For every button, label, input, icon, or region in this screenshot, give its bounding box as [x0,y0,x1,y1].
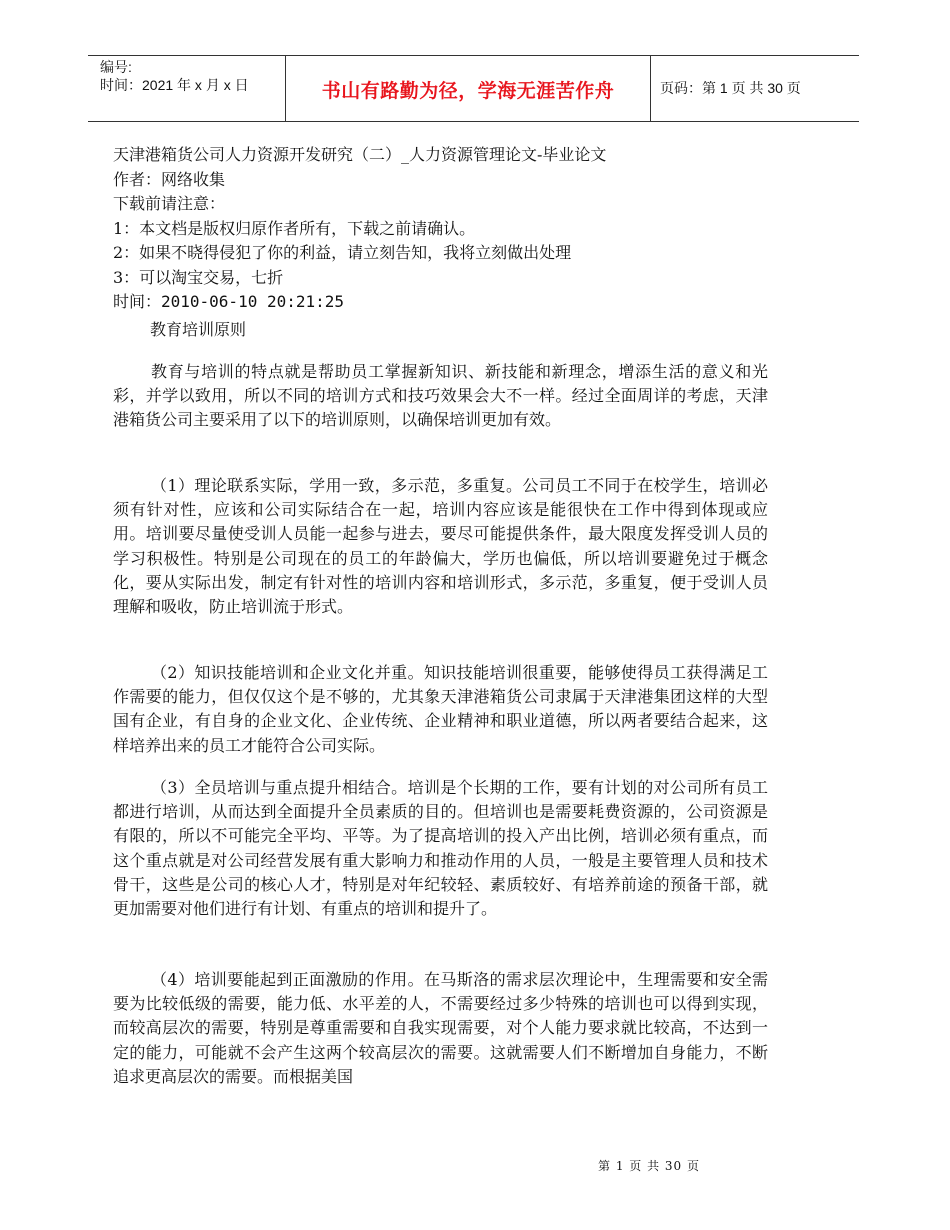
notice-item-3: 3：可以淘宝交易，七折 [113,267,284,287]
publish-time: 时间：2010-06-10 20:21:25 [113,292,345,311]
page-footer: 第 1 页 共 30 页 [598,1159,700,1173]
document-meta [113,143,833,315]
header-left-block [100,58,249,94]
paragraph-principle-4: （4）培训要能起到正面激励的作用。在马斯洛的需求层次理论中，生理需要和安全需要为比较低级的需要，能力低、水平差的人，不需要经过多少特殊的培训也可以得到实现，而较高层次的需要，特别是尊重需要和自我实现需要，对个人能力要求就比较高，不达到一定的能力，可能就不会产生这两个较高层次的需要。这就需要人们不断增加自身能力，不断追求更高层次的需要。而根据美国 [113,970,768,1086]
header-bottom-rule [88,121,859,122]
header-divider-right [650,56,651,121]
section-title: 教育培训原则 [150,320,247,339]
paragraph-intro: 教育与培训的特点就是帮助员工掌握新知识、新技能和新理念，增添生活的意义和光彩，并学以致用，所以不同的培训方式和技巧效果会大不一样。经过全面周详的考虑，天津港箱货公司主要采用了以下的培训原则，以确保培训更加有效。 [113,362,768,430]
paragraph-principle-3: （3）全员培训与重点提升相结合。培训是个长期的工作，要有计划的对公司所有员工都进行培训，从而达到全面提升全员素质的目的。但培训也是需要耗费资源的，公司资源是有限的，所以不可能完全平均、平等。为了提高培训的投入产出比例，培训必须有重点，而这个重点就是对公司经营发展有重大影响力和推动作用的人员，一般是主要管理人员和技术骨干，这些是公司的核心人才，特别是对年纪较轻、素质较好、有培养前途的预备干部，就更加需要对他们进行有计划、有重点的培训和提升了。 [113,778,768,919]
date-label: 时间：2021 年 x 月 x 日 [100,77,249,93]
header-top-rule [88,55,859,56]
paragraph-principle-2: （2）知识技能培训和企业文化并重。知识技能培训很重要，能够使得员工获得满足工作需要的能力，但仅仅这个是不够的，尤其象天津港箱货公司隶属于天津港集团这样的大型国有企业，有自身的企业文化、企业传统、企业精神和职业道德，所以两者要结合起来，这样培养出来的员工才能符合公司实际。 [113,663,768,755]
code-label: 编号: [100,59,132,75]
document-author: 作者：网络收集 [113,169,226,189]
header-motto: 书山有路勤为径，学海无涯苦作舟 [321,80,615,102]
notice-item-1: 1：本文档是版权归原作者所有，下载之前请确认。 [113,218,476,238]
notice-heading: 下载前请注意： [113,194,226,213]
header-page-info: 页码：第 1 页 共 30 页 [660,80,801,96]
paragraph-principle-1: （1）理论联系实际，学用一致，多示范，多重复。公司员工不同于在校学生，培训必须有针对性，应该和公司实际结合在一起，培训内容应该是能很快在工作中得到体现或应用。培训要尽量使受训人员能一起参与进去，要尽可能提供条件，最大限度发挥受训人员的学习积极性。特别是公司现在的员工的年龄偏大，学历也偏低，所以培训要避免过于概念化，要从实际出发，制定有针对性的培训内容和培训形式，多示范，多重复，便于受训人员理解和吸收，防止培训流于形式。 [113,476,768,617]
document-title: 天津港箱货公司人力资源开发研究（二）_人力资源管理论文-毕业论文 [113,145,607,164]
notice-item-2: 2：如果不晓得侵犯了你的利益，请立刻告知，我将立刻做出处理 [113,243,572,262]
